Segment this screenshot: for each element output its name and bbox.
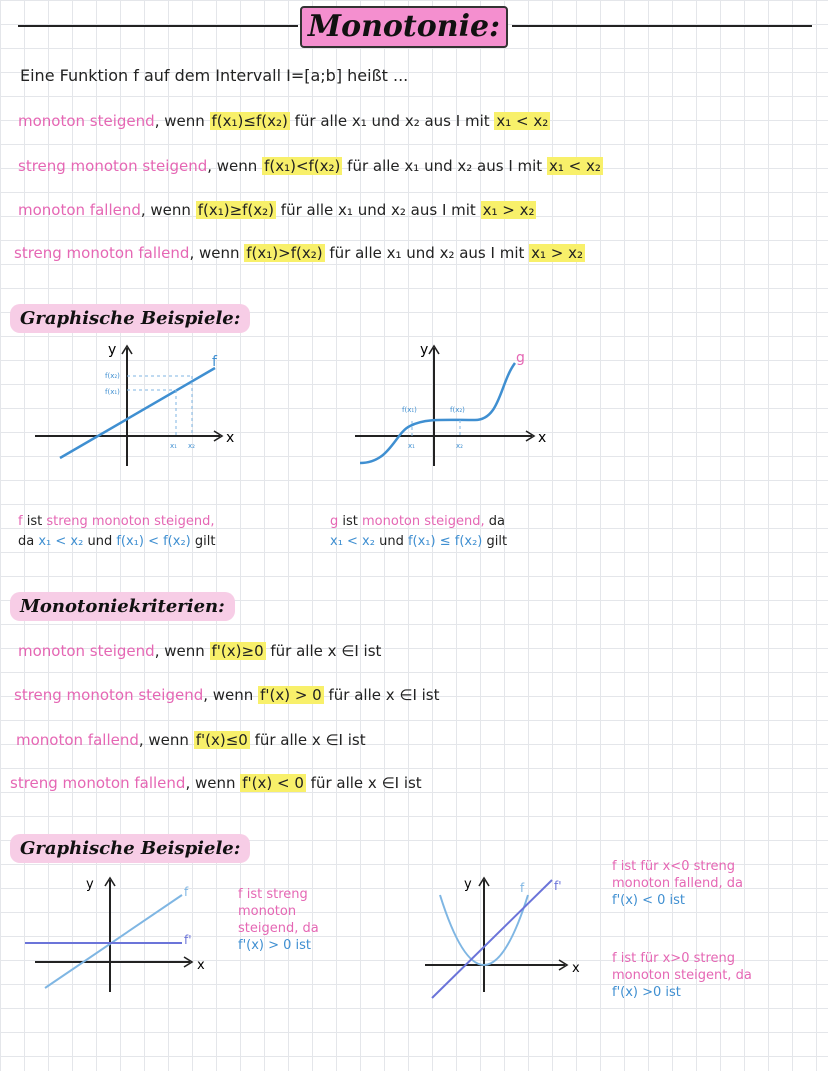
criterion-cond: , wenn <box>203 686 259 704</box>
caption-text: da <box>484 514 505 529</box>
definition-rest: für alle x₁ und x₂ aus I mit <box>289 112 495 130</box>
x-axis-label: x <box>572 961 580 976</box>
definition-cond: , wenn <box>189 244 245 262</box>
definition-row <box>18 157 603 175</box>
fx2-label: f(x₂) <box>105 372 120 380</box>
caption-fname: g <box>330 514 339 529</box>
definition-formula: f(x₁)<f(x₂) <box>264 157 341 175</box>
x2-label: x₂ <box>456 442 463 450</box>
y-axis-label: y <box>108 342 117 358</box>
graph-parabola-derivative <box>420 870 600 1000</box>
title-rule-left <box>18 25 298 27</box>
caption-relation: x₁ < x₂ <box>38 534 84 549</box>
caption-graph1 <box>18 512 215 552</box>
note-line: monoton fallend, da <box>612 876 743 891</box>
note-line: f ist streng <box>238 887 308 902</box>
criterion-cond: , wenn <box>138 731 194 749</box>
note-graph4-negative <box>612 858 743 909</box>
criterion-rest: für alle x ∈I ist <box>305 774 422 792</box>
caption-formula: f(x₁) < f(x₂) <box>116 534 191 549</box>
definition-term: streng monoton steigend <box>18 157 208 175</box>
criterion-row <box>14 686 440 704</box>
definition-term: streng monoton fallend <box>14 244 190 262</box>
x-axis-label: x <box>538 430 547 446</box>
definition-term: monoton fallend <box>18 201 141 219</box>
y-axis-label: y <box>420 342 429 358</box>
criterion-rest: für alle x ∈I ist <box>323 686 440 704</box>
caption-graph2 <box>330 512 507 552</box>
definition-formula: f(x₁)≥f(x₂) <box>197 201 275 219</box>
definition-row <box>18 201 536 219</box>
criterion-formula: f'(x) > 0 <box>260 686 322 704</box>
x1-label: x₁ <box>408 442 415 450</box>
graph-linear-derivative <box>20 870 230 1000</box>
graph-strictly-increasing <box>30 338 260 468</box>
criterion-formula: f'(x)≤0 <box>195 731 248 749</box>
definition-rest: für alle x₁ und x₂ aus I mit <box>324 244 530 262</box>
caption-fname: f <box>18 514 23 529</box>
function-f-line <box>45 895 182 988</box>
criterion-cond: , wenn <box>185 774 241 792</box>
criterion-row <box>18 642 381 660</box>
caption-relation: x₁ < x₂ <box>330 534 375 549</box>
definition-relation: x₁ < x₂ <box>496 112 549 130</box>
derivative-fp-line <box>432 880 552 998</box>
caption-text: gilt <box>482 534 508 549</box>
function-g-curve <box>360 363 515 463</box>
caption-text: gilt <box>190 534 216 549</box>
definition-formula: f(x₁)≤f(x₂) <box>211 112 288 130</box>
caption-text: ist <box>22 514 47 529</box>
fx2-label: f(x₂) <box>450 406 465 414</box>
note-graph3 <box>238 886 319 954</box>
definition-formula: f(x₁)>f(x₂) <box>246 244 323 262</box>
note-line: f ist für x<0 streng <box>612 859 736 874</box>
criterion-cond: , wenn <box>154 642 210 660</box>
definition-cond: , wenn <box>207 157 263 175</box>
definition-rest: für alle x₁ und x₂ aus I mit <box>276 201 481 219</box>
function-label: f <box>212 354 217 370</box>
note-line: f ist für x>0 streng <box>612 951 736 966</box>
function-label: g <box>516 350 525 366</box>
definition-relation: x₁ > x₂ <box>531 244 584 262</box>
definition-row <box>18 112 550 130</box>
title-rule-right <box>512 25 812 27</box>
fx1-label: f(x₁) <box>105 388 120 396</box>
caption-term: streng monoton steigend, <box>46 514 215 529</box>
definition-term: monoton steigend <box>18 112 155 130</box>
function-label: f <box>184 885 189 899</box>
y-axis-label: y <box>464 877 472 892</box>
definition-relation: x₁ > x₂ <box>482 201 535 219</box>
section-heading-examples: Graphische Beispiele: <box>10 304 250 333</box>
criterion-term: streng monoton steigend <box>14 686 204 704</box>
graph-increasing <box>350 338 580 468</box>
x2-label: x₂ <box>188 442 195 450</box>
section-heading-examples-2: Graphische Beispiele: <box>10 834 250 863</box>
note-line: f'(x) < 0 ist <box>612 893 686 908</box>
criterion-row <box>16 731 366 749</box>
derivative-label: f' <box>184 933 192 947</box>
y-axis-label: y <box>86 877 94 892</box>
definition-relation: x₁ < x₂ <box>548 157 601 175</box>
note-line: steigend, da <box>238 921 319 936</box>
criterion-term: monoton fallend <box>16 731 139 749</box>
note-line: f'(x) > 0 ist <box>238 938 312 953</box>
note-line: f'(x) >0 ist <box>612 985 681 1000</box>
note-graph4-positive <box>612 950 752 1001</box>
criterion-formula: f'(x) < 0 <box>242 774 304 792</box>
definition-rest: für alle x₁ und x₂ aus I mit <box>342 157 547 175</box>
fx1-label: f(x₁) <box>402 406 417 414</box>
caption-text: da <box>18 534 39 549</box>
caption-formula: f(x₁) ≤ f(x₂) <box>407 534 483 549</box>
caption-text: ist <box>338 514 363 529</box>
function-label: f <box>520 881 525 895</box>
x-axis-label: x <box>226 430 235 446</box>
definition-cond: , wenn <box>154 112 210 130</box>
derivative-label: f' <box>554 879 562 893</box>
note-line: monoton <box>238 904 297 919</box>
x1-label: x₁ <box>170 442 177 450</box>
criterion-term: monoton steigend <box>18 642 155 660</box>
definition-cond: , wenn <box>140 201 196 219</box>
note-line: monoton steigent, da <box>612 968 752 983</box>
x-axis-label: x <box>197 958 205 973</box>
criterion-row <box>10 774 422 792</box>
criterion-rest: für alle x ∈I ist <box>265 642 382 660</box>
caption-text: und <box>83 534 117 549</box>
definition-row <box>14 244 585 262</box>
caption-text: und <box>374 534 408 549</box>
page-title: Monotonie: <box>300 6 508 48</box>
intro-text: Eine Funktion f auf dem Intervall I=[a;b] heißt ... <box>20 66 409 85</box>
criterion-formula: f'(x)≥0 <box>211 642 264 660</box>
caption-term: monoton steigend, <box>362 514 485 529</box>
criterion-term: streng monoton fallend <box>10 774 186 792</box>
criterion-rest: für alle x ∈I ist <box>249 731 366 749</box>
section-heading-criteria: Monotoniekriterien: <box>10 592 235 621</box>
